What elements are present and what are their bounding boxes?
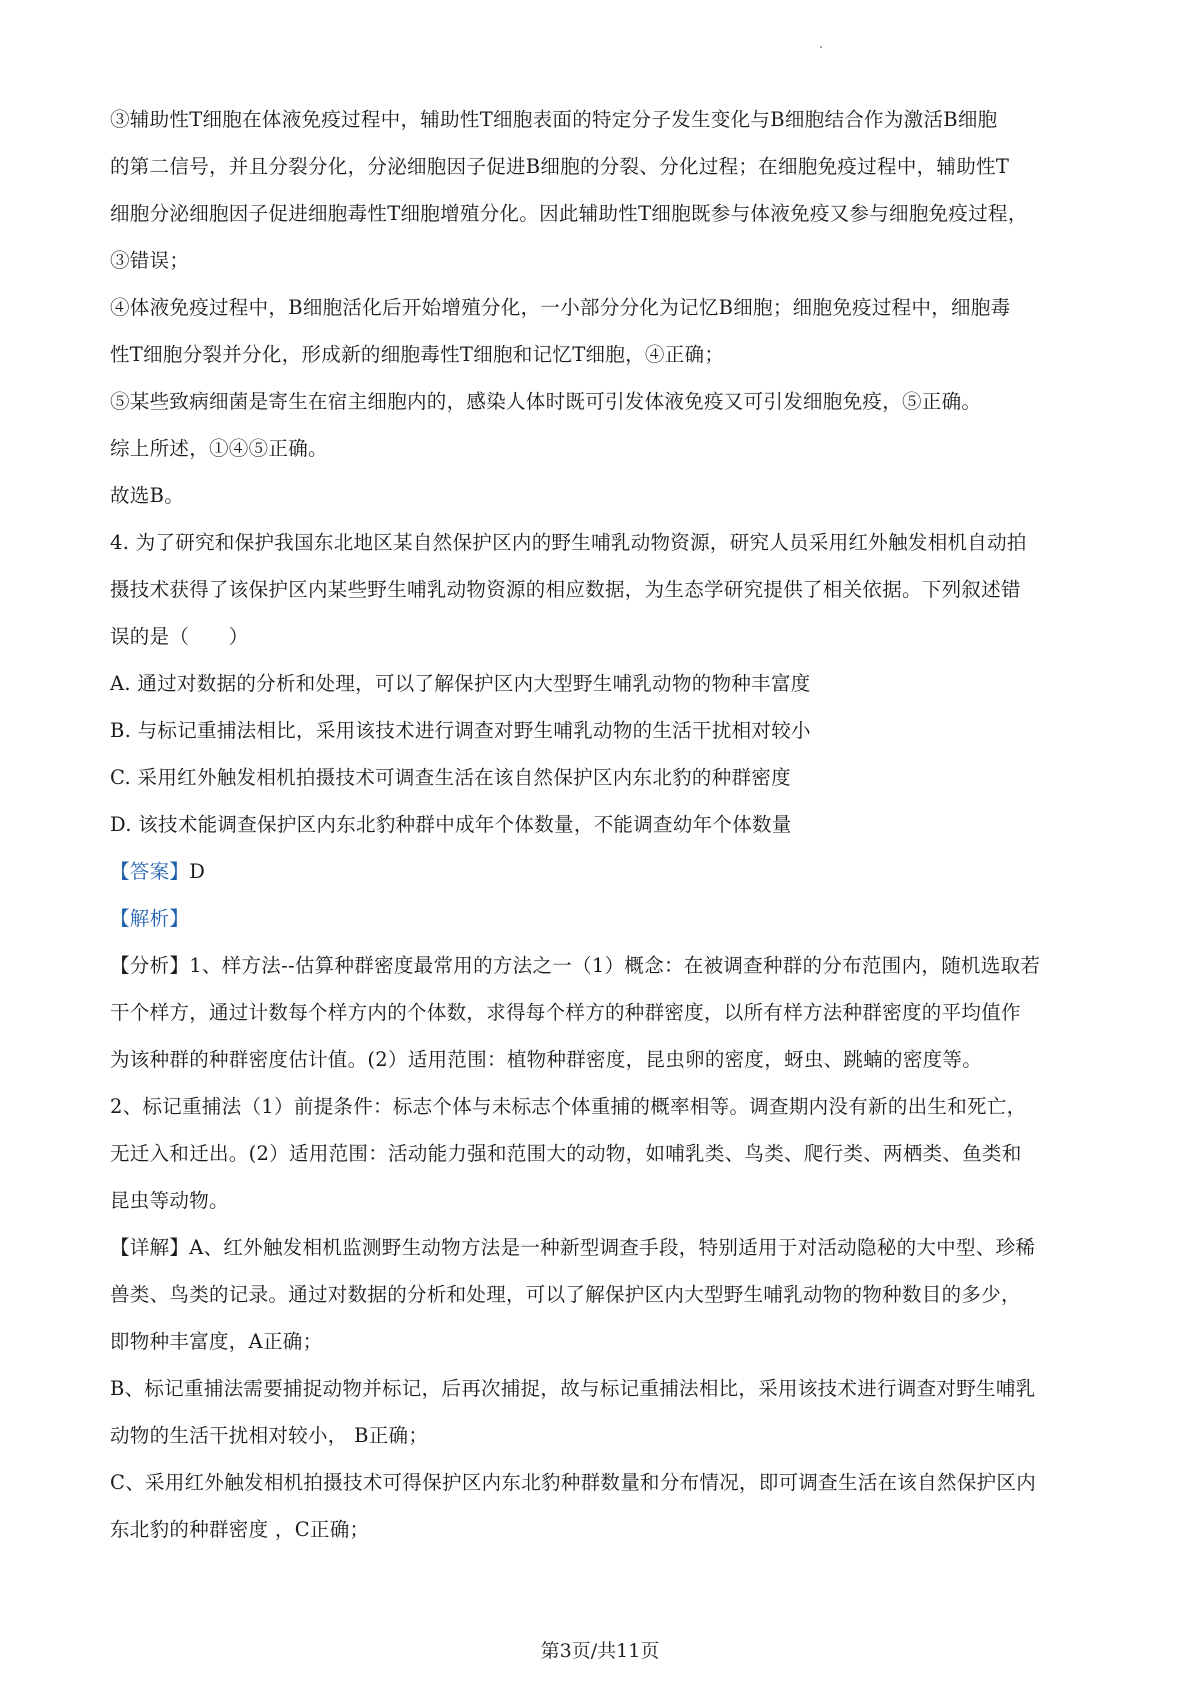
- page-footer: 第3页/共11页: [540, 1640, 660, 1662]
- text-line: 性T细胞分裂并分化，形成新的细胞毒性T细胞和记忆T细胞，④正确；: [110, 343, 725, 366]
- text-line: 综上所述，①④⑤正确。: [110, 437, 328, 460]
- option-c: C. 采用红外触发相机拍摄技术可调查生活在该自然保护区内东北豹的种群密度: [110, 766, 791, 789]
- detail-line: B、标记重捕法需要捕捉动物并标记，后再次捕捉，故与标记重捕法相比，采用该技术进行调查对野生哺乳: [110, 1377, 1036, 1400]
- question-stem: 摄技术获得了该保护区内某些野生哺乳动物资源的相应数据，为生态学研究提供了相关依据。下列叙述错: [110, 578, 1021, 601]
- detail-line: C、采用红外触发相机拍摄技术可得保护区内东北豹种群数量和分布情况，即可调查生活在该自然保护区内: [110, 1471, 1037, 1494]
- scan-dot: [820, 46, 822, 48]
- question-stem: 误的是（ ）: [110, 625, 249, 648]
- text-line: ③辅助性T细胞在体液免疫过程中，辅助性T细胞表面的特定分子发生变化与B细胞结合作为激活B细胞: [110, 108, 998, 131]
- detail-line: 即物种丰富度，A正确；: [110, 1330, 323, 1353]
- text-line: ⑤某些致病细菌是寄生在宿主细胞内的，感染人体时既可引发体液免疫又可引发细胞免疫，⑤正确。: [110, 390, 982, 413]
- analysis-line: 【分析】1、样方法--估算种群密度最常用的方法之一（1）概念：在被调查种群的分布范围内，随机选取若: [110, 954, 1041, 977]
- analysis-line: 无迁入和迁出。(2）适用范围：活动能力强和范围大的动物，如哺乳类、鸟类、爬行类、两栖类、鱼类和: [110, 1142, 1022, 1165]
- option-a: A. 通过对数据的分析和处理，可以了解保护区内大型野生哺乳动物的物种丰富度: [110, 672, 811, 695]
- answer-label: 【答案】: [110, 860, 190, 883]
- answer-value: D: [189, 860, 206, 883]
- analysis-line: 昆虫等动物。: [110, 1189, 229, 1212]
- option-d: D. 该技术能调查保护区内东北豹种群中成年个体数量，不能调查幼年个体数量: [110, 813, 792, 836]
- analysis-line: 2、标记重捕法（1）前提条件：标志个体与未标志个体重捕的概率相等。调查期内没有新的出生和死亡，: [110, 1095, 1027, 1118]
- detail-line: 兽类、鸟类的记录。通过对数据的分析和处理，可以了解保护区内大型野生哺乳动物的物种数目的多少，: [110, 1283, 1021, 1306]
- text-line: ③错误；: [110, 249, 190, 272]
- text-line: 细胞分泌细胞因子促进细胞毒性T细胞增殖分化。因此辅助性T细胞既参与体液免疫又参与细胞免疫过程，: [110, 202, 1028, 225]
- detail-line: 东北豹的种群密度 ，C正确；: [110, 1518, 370, 1541]
- detail-line: 动物的生活干扰相对较小， B正确；: [110, 1424, 429, 1447]
- analysis-line: 为该种群的种群密度估计值。(2）适用范围：植物种群密度，昆虫卵的密度，蚜虫、跳蝻的密度等。: [110, 1048, 983, 1071]
- answer-line: [110, 848, 1100, 895]
- text-line: ④体液免疫过程中，B细胞活化后开始增殖分化，一小部分分化为记忆B细胞；细胞免疫过程中，细胞毒: [110, 296, 1011, 319]
- page-content: [110, 96, 1100, 1553]
- text-line: 的第二信号，并且分裂分化，分泌细胞因子促进B细胞的分裂、分化过程；在细胞免疫过程中，辅助性T: [110, 155, 1010, 178]
- analysis-label: 【解析】: [110, 907, 190, 930]
- question-stem: 4. 为了研究和保护我国东北地区某自然保护区内的野生哺乳动物资源，研究人员采用红外触发相机自动拍: [110, 531, 1027, 554]
- text-line: 故选B。: [110, 484, 185, 507]
- detail-line: 【详解】A、红外触发相机监测野生动物方法是一种新型调查手段，特别适用于对活动隐秘的大中型、珍稀: [110, 1236, 1036, 1259]
- option-b: B. 与标记重捕法相比，采用该技术进行调查对野生哺乳动物的生活干扰相对较小: [110, 719, 811, 742]
- analysis-line: 干个样方，通过计数每个样方内的个体数，求得每个样方的种群密度，以所有样方法种群密度的平均值作: [110, 1001, 1021, 1024]
